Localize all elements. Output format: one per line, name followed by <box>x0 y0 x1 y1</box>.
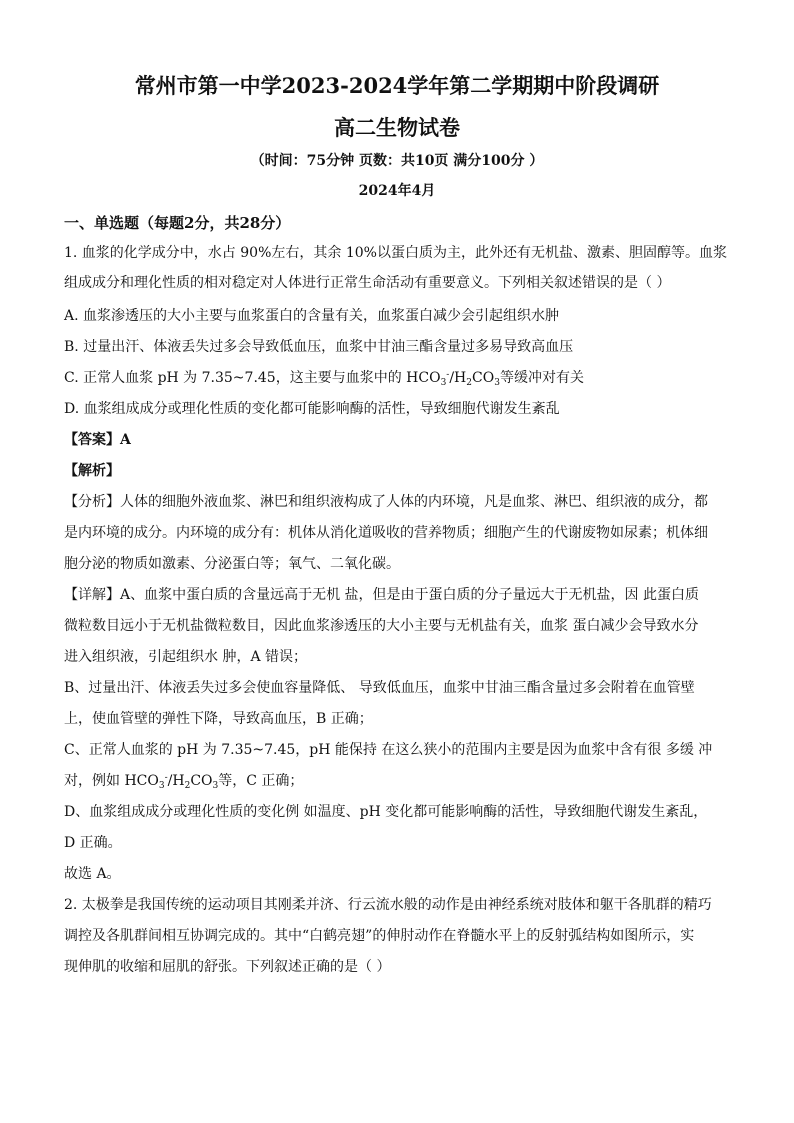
q1-answer: 【答案】A <box>64 432 131 448</box>
q1-analysis-line: 【分析】人体的细胞外液血浆、淋巴和组织液构成了人体的内环境，凡是血浆、淋巴、组织液的成分，都 <box>64 494 708 510</box>
q1-option-d: D. 血浆组成成分或理化性质的变化都可能影响酶的活性，导致细胞代谢发生紊乱 <box>64 401 560 417</box>
q1-option-b: B. 过量出汗、体液丢失过多会导致低血压，血浆中甘油三酯含量过多易导致高血压 <box>64 339 574 355</box>
exam-date: 2024年4月 <box>358 183 436 199</box>
q1-detail-line: C、正常人血浆的 pH 为 7.35~7.45，pH 能保持 在这么狭小的范围内主要是因为血浆中含有很 多缓 冲 <box>64 742 713 758</box>
q2-stem-line: 调控及各肌群间相互协调完成的。其中“白鹤亮翅”的伸肘动作在脊髓水平上的反射弧结构如图所示，实 <box>64 928 695 944</box>
q1-detail-line: D 正确。 <box>64 835 122 851</box>
q1-option-a: A. 血浆渗透压的大小主要与血浆蛋白的含量有关，血浆蛋白减少会引起组织水肿 <box>64 308 560 324</box>
q2-stem-line: 2. 太极拳是我国传统的运动项目其刚柔并济、行云流水般的动作是由神经系统对肢体和躯干各肌群的精巧 <box>64 897 712 913</box>
q1-detail-line: D、血浆组成成分或理化性质的变化例 如温度、pH 变化都可能影响酶的活性，导致细胞代谢发生紊乱， <box>64 804 708 820</box>
q1-detail-line: 【详解】A、血浆中蛋白质的含量远高于无机 盐，但是由于蛋白质的分子量远大于无机盐，因 此蛋白质 <box>64 587 700 603</box>
q1-detail-line: 微粒数目远小于无机盐微粒数目，因此血浆渗透压的大小主要与无机盐有关，血浆 蛋白减少会导致水分 <box>64 618 699 634</box>
q1-detail-line: 上，使血管壁的弹性下降，导致高血压，B 正确； <box>64 711 373 727</box>
q1-detail-line: 对，例如 $HCO_3^-/H_2CO_3$等，C 正确； <box>64 773 304 791</box>
q1-analysis-line: 是内环境的成分。内环境的成分有：机体从消化道吸收的营养物质；细胞产生的代谢废物如尿素；机体细 <box>64 525 708 541</box>
exam-meta: （时间：75分钟 页数：共10页 满分100分 ） <box>250 153 544 169</box>
q1-option-c: C. 正常人血浆 pH 为 7.35~7.45，这主要与血浆中的 $HCO_3^-/H_2CO_3$等缓冲对有关 <box>64 370 584 388</box>
q1-conclusion: 故选 A。 <box>64 866 121 882</box>
q1-analysis-line: 胞分泌的物质如激素、分泌蛋白等；氧气、二氧化碳。 <box>64 556 400 572</box>
q1-analysis-label: 【解析】 <box>64 463 120 479</box>
exam-subtitle: 高二生物试卷 <box>334 115 460 140</box>
q1-detail-line: 进入组织液，引起组织水 肿，A 错误； <box>64 649 308 665</box>
q1-detail-line: B、过量出汗、体液丢失过多会使血容量降低、 导致低血压，血浆中甘油三酯含量过多会附着在血管壁 <box>64 680 695 696</box>
section-heading: 一、单选题（每题2分，共28分） <box>64 214 291 232</box>
exam-title: 常州市第一中学2023-2024学年第二学期期中阶段调研 <box>134 73 660 98</box>
q1-stem-line: 1. 血浆的化学成分中，水占 90%左右，其余 10%以蛋白质为主，此外还有无机盐、激素、胆固醇等。血浆 <box>64 245 727 261</box>
q1-stem-line: 组成成分和理化性质的相对稳定对人体进行正常生命活动有重要意义。下列相关叙述错误的是（ ） <box>64 275 671 291</box>
q2-stem-line: 现伸肌的收缩和屈肌的舒张。下列叙述正确的是（ ） <box>64 959 391 975</box>
